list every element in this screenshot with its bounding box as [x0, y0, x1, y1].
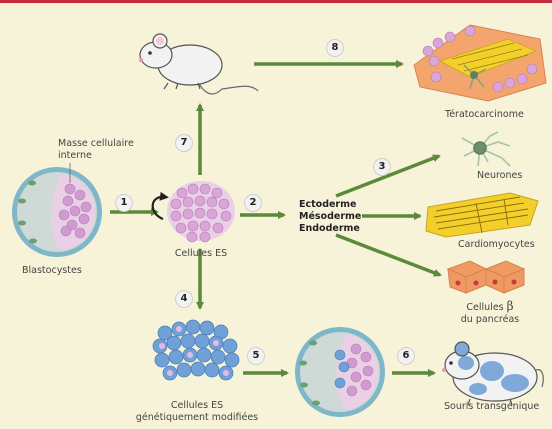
step-5-marker: 5 — [247, 347, 265, 365]
step-8-marker: 8 — [326, 39, 344, 57]
step-7-marker: 7 — [175, 134, 193, 152]
label-cellules-beta — [461, 300, 519, 326]
cardiomyocytes-image — [426, 193, 538, 237]
diagram-art — [0, 3, 552, 429]
label-teratocarcinome: Tératocarcinome — [445, 109, 524, 120]
beta-symbol: β — [506, 299, 514, 313]
label-cellules-es: Cellules ES — [174, 248, 228, 259]
modified-es-cells — [153, 320, 239, 380]
step-2-marker: 2 — [244, 194, 262, 212]
step-6-marker: 6 — [397, 347, 415, 365]
beta-cells-image — [448, 261, 524, 293]
step-3-marker: 3 — [373, 158, 391, 176]
label-blastocystes: Blastocystes — [22, 265, 82, 276]
label-masse-line-2: interne — [58, 150, 92, 161]
injected-blastocyst — [295, 327, 385, 417]
label-cellules-es-modifiees — [136, 400, 258, 424]
label-souris-transgenique: Souris transgénique — [444, 401, 540, 412]
label-neurones: Neurones — [477, 170, 523, 181]
neurone-image — [462, 132, 510, 166]
label-ectoderme: Ectoderme — [299, 199, 357, 210]
germ-layers-label — [299, 199, 361, 235]
label-endoderme: Endoderme — [299, 223, 360, 234]
label-beta-line-2: du pancréas — [460, 314, 520, 325]
step-4-marker: 4 — [175, 290, 193, 308]
label-cardiomyocytes: Cardiomyocytes — [458, 239, 535, 250]
label-beta-word: Cellules — [466, 302, 504, 313]
label-beta-line-1 — [461, 300, 519, 314]
label-masse-line-1: Masse cellulaire — [58, 138, 134, 149]
label-modified-line-2: génétiquement modifiées — [135, 412, 259, 423]
teratocarcinoma-image — [414, 25, 546, 101]
label-mesoderme: Mésoderme — [299, 211, 362, 222]
label-masse-cellulaire — [58, 138, 134, 162]
es-cell-cluster — [153, 181, 235, 242]
arrow-3-beta — [336, 235, 440, 275]
white-mouse — [139, 34, 258, 94]
step-1-marker: 1 — [115, 194, 133, 212]
label-modified-line-1: Cellules ES — [170, 400, 224, 411]
transgenic-mouse — [442, 342, 543, 405]
blastocyst-image — [12, 163, 102, 257]
